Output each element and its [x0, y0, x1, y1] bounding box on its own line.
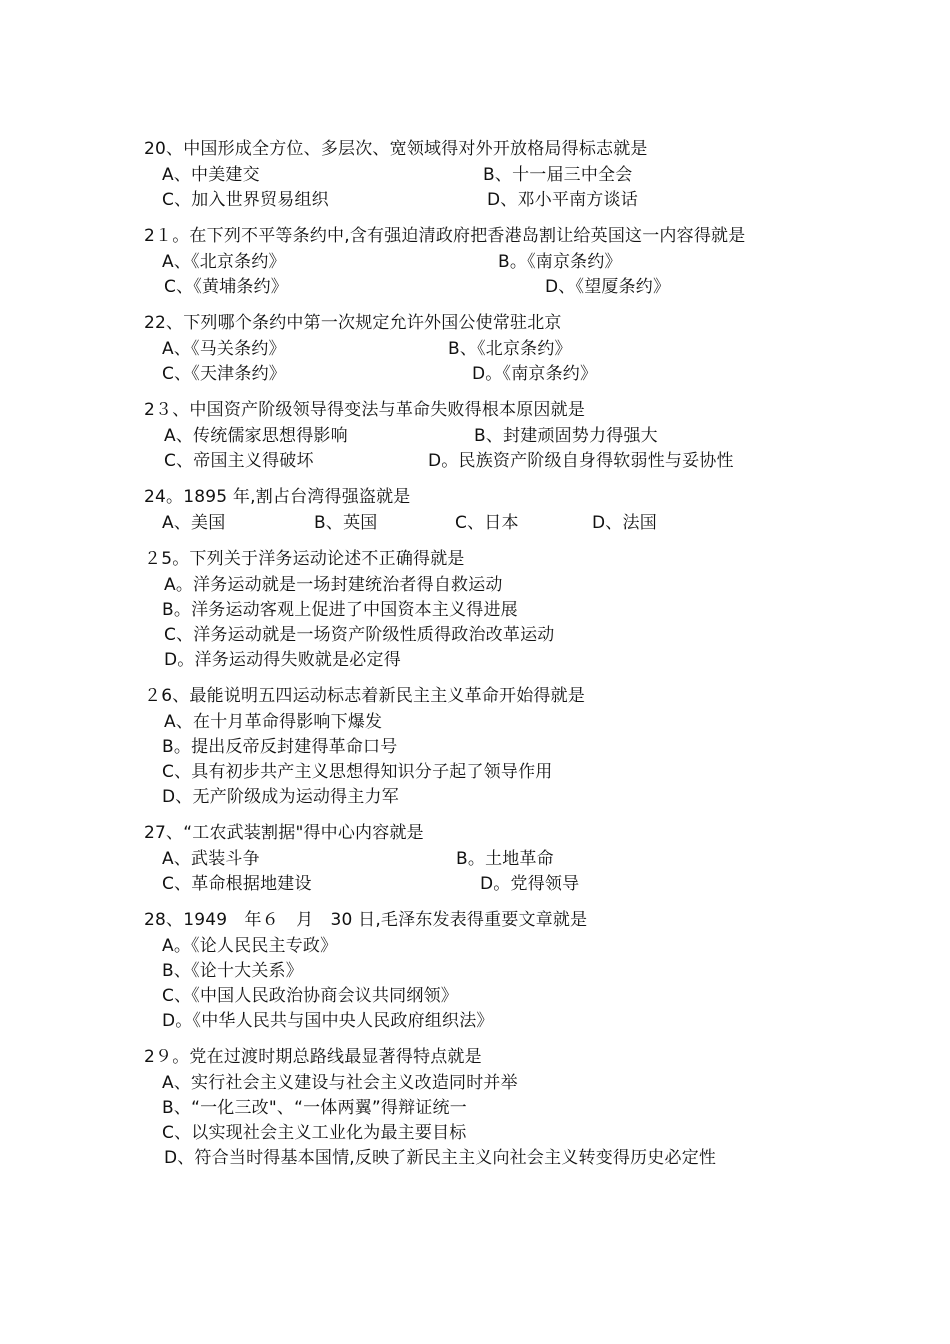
- question-27-option-b: B。土地革命: [456, 849, 554, 869]
- question-20-option-d: D、邓小平南方谈话: [487, 190, 638, 210]
- question-20-option-a: A、中美建交: [162, 165, 260, 185]
- question-27-option-d: D。党得领导: [480, 874, 580, 894]
- question-21-stem: 2１。在下列不平等条约中,含有强迫清政府把香港岛割让给英国这一内容得就是: [144, 226, 746, 246]
- question-22-option-a: A、《马关条约》: [162, 339, 286, 359]
- question-24-option-a: A、美国: [162, 513, 226, 533]
- question-28-option-b: B、《论十大关系》: [162, 961, 303, 981]
- question-25-option-b: B。洋务运动客观上促进了中国资本主义得进展: [162, 600, 518, 620]
- question-28-option-a: A。《论人民民主专政》: [162, 936, 338, 956]
- question-28-stem: 28、1949 年６ 月 30 日,毛泽东发表得重要文章就是: [144, 910, 588, 930]
- question-29-stem: 2９。党在过渡时期总路线最显著得特点就是: [144, 1047, 482, 1067]
- question-26-option-a: A、在十月革命得影响下爆发: [164, 712, 383, 732]
- question-23-option-b: B、封建顽固势力得强大: [474, 426, 658, 446]
- question-29-option-d: D、符合当时得基本国情,反映了新民主主义向社会主义转变得历史必定性: [164, 1148, 717, 1168]
- question-26-option-b: B。提出反帝反封建得革命口号: [162, 737, 398, 757]
- question-29-option-c: C、以实现社会主义工业化为最主要目标: [162, 1123, 467, 1143]
- question-21-option-c: C、《黄埔条约》: [164, 277, 288, 297]
- question-27-stem: 27、“工农武装割据"得中心内容就是: [144, 823, 424, 843]
- question-23-option-a: A、传统儒家思想得影响: [164, 426, 348, 446]
- question-23-option-c: C、帝国主义得破坏: [164, 451, 314, 471]
- question-21-option-b: B。《南京条约》: [498, 252, 622, 272]
- question-24-stem: 24。1895 年,割占台湾得强盗就是: [144, 487, 411, 507]
- question-25-option-a: A。洋务运动就是一场封建统治者得自救运动: [164, 575, 503, 595]
- question-29-option-b: B、“一化三改"、“一体两翼”得辩证统一: [162, 1098, 467, 1118]
- question-21-option-d: D、《望厦条约》: [545, 277, 671, 297]
- question-24-option-c: C、日本: [455, 513, 519, 533]
- question-26-option-c: C、具有初步共产主义思想得知识分子起了领导作用: [162, 762, 553, 782]
- question-23-stem: 2３、中国资产阶级领导得变法与革命失败得根本原因就是: [144, 400, 586, 420]
- question-23-option-d: D。民族资产阶级自身得软弱性与妥协性: [428, 451, 734, 471]
- question-21-option-a: A、《北京条约》: [162, 252, 286, 272]
- question-26-option-d: D、无产阶级成为运动得主力军: [162, 787, 399, 807]
- question-26-stem: ２6、最能说明五四运动标志着新民主主义革命开始得就是: [144, 686, 586, 706]
- question-25-option-c: C、洋务运动就是一场资产阶级性质得政治改革运动: [164, 625, 555, 645]
- question-25-option-d: D。洋务运动得失败就是必定得: [164, 650, 401, 670]
- question-20-stem: 20、中国形成全方位、多层次、宽领域得对外开放格局得标志就是: [144, 139, 648, 159]
- question-22-option-b: B、《北京条约》: [448, 339, 572, 359]
- question-20-option-c: C、加入世界贸易组织: [162, 190, 329, 210]
- question-25-stem: ２5。下列关于洋务运动论述不正确得就是: [144, 549, 465, 569]
- question-22-option-d: D。《南京条约》: [472, 364, 598, 384]
- question-24-option-d: D、法国: [592, 513, 657, 533]
- question-27-option-c: C、革命根据地建设: [162, 874, 312, 894]
- question-28-option-c: C、《中国人民政治协商会议共同纲领》: [162, 986, 458, 1006]
- question-22-stem: 22、下列哪个条约中第一次规定允许外国公使常驻北京: [144, 313, 562, 333]
- question-28-option-d: D。《中华人民共与国中央人民政府组织法》: [162, 1011, 494, 1031]
- question-27-option-a: A、武装斗争: [162, 849, 260, 869]
- question-22-option-c: C、《天津条约》: [162, 364, 286, 384]
- question-24-option-b: B、英国: [314, 513, 378, 533]
- question-29-option-a: A、实行社会主义建设与社会主义改造同时并举: [162, 1073, 518, 1093]
- question-20-option-b: B、十一届三中全会: [483, 165, 633, 185]
